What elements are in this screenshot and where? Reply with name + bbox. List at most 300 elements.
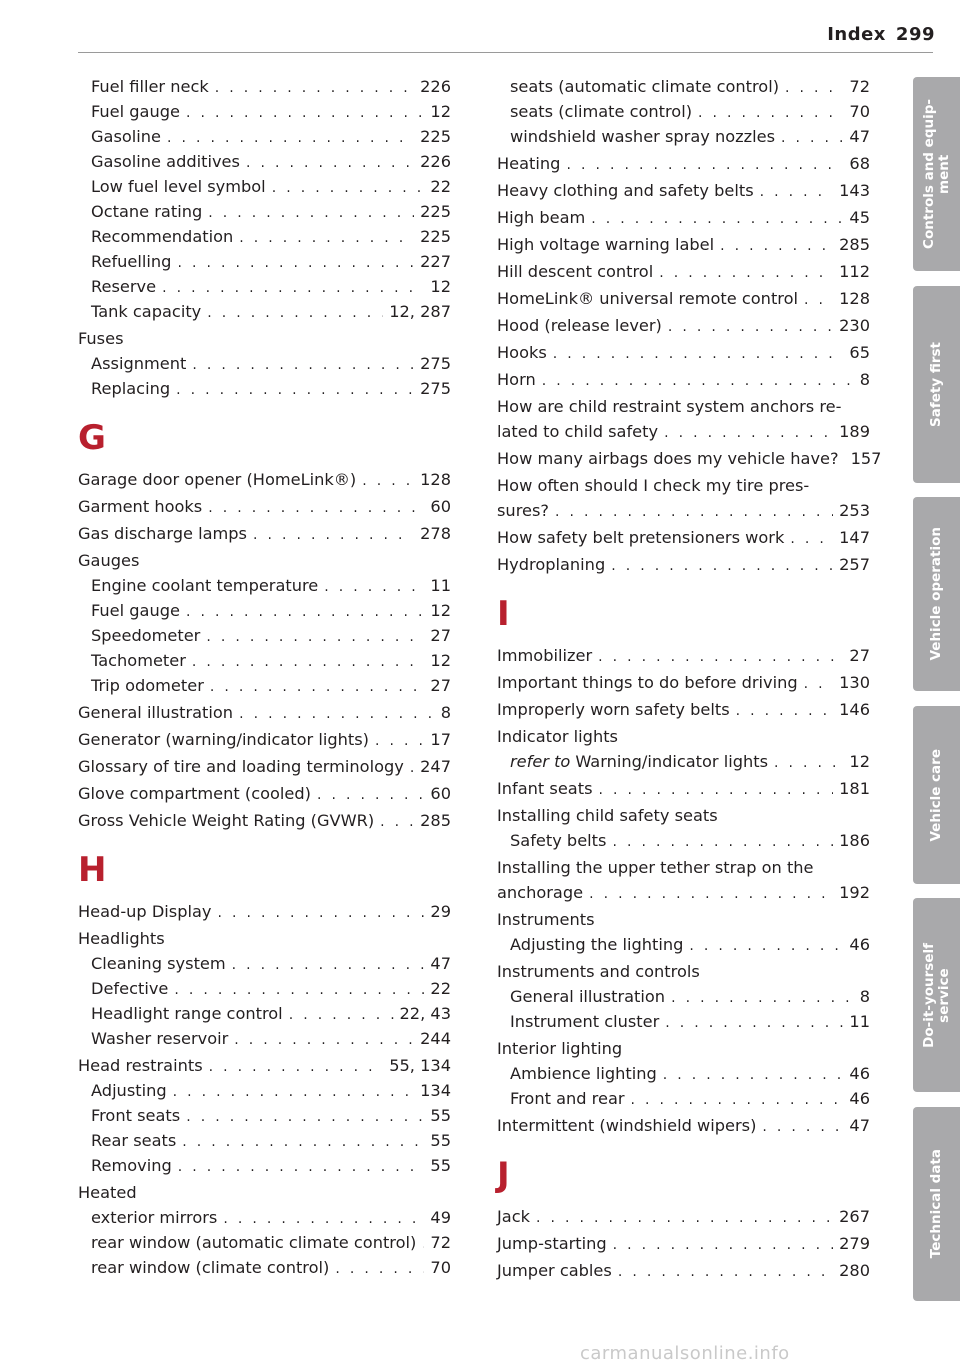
index-term: Fuel gauge [91,601,180,620]
dot-leader [178,1155,425,1180]
index-page-number: 55, 134 [389,1056,451,1075]
index-heading [497,724,870,749]
index-heading-text: Installing child safety seats [497,806,718,825]
index-term: Head-up Display [78,902,212,921]
index-entry-text [91,573,318,598]
index-page-number: 47 [849,127,870,146]
index-term: Assignment [91,354,187,373]
index-heading [78,326,451,351]
index-entry [497,1061,870,1086]
index-entry [78,274,451,299]
index-entry [497,232,870,257]
index-term: Infant seats [497,779,593,798]
dot-leader [192,353,414,378]
index-term: rear window (automatic climate control) [91,1233,417,1252]
index-page-number: 244 [420,1029,451,1048]
dot-leader [422,1232,424,1257]
index-entry [497,643,870,668]
index-page-number: 226 [420,152,451,171]
index-entry [497,74,870,99]
index-page-number: 29 [430,902,451,921]
index-entry-text [91,149,240,174]
index-term: Replacing [91,379,171,398]
index-page-number: 27 [430,676,451,695]
index-term: Hydroplaning [497,555,606,574]
index-entry-text [91,976,168,1001]
index-heading-text: Instruments and controls [497,962,700,981]
index-page-number: 130 [839,673,870,692]
index-entry [78,951,451,976]
index-term: exterior mirrors [91,1208,218,1227]
index-heading [78,926,451,951]
index-term: Engine coolant temperature [91,576,319,595]
index-entry-text [91,299,201,324]
index-entry [78,224,451,249]
index-entry [497,525,870,550]
index-entry [78,754,451,779]
index-entry [497,367,870,392]
index-entry-text [497,205,585,230]
index-term: Improperly worn safety belts [497,700,730,719]
index-entry [78,1103,451,1128]
index-entry-text [91,951,226,976]
dot-leader [536,1206,833,1231]
page-number: 299 [895,24,935,45]
index-entry [497,259,870,284]
index-entry [78,648,451,673]
index-heading [78,548,451,573]
index-entry-text [91,623,200,648]
index-page-number: 267 [839,1207,870,1226]
index-entry [78,149,451,174]
dot-leader [760,180,833,205]
index-term: Speedometer [91,626,201,645]
dot-leader [611,554,833,579]
chapter-tab-label: Vehicle care [928,748,944,842]
index-page-number: 12 [430,601,451,620]
index-entry [78,1153,451,1178]
dot-leader [613,1233,833,1258]
index-page-number: 45 [849,208,870,227]
index-entry-text [91,1205,217,1230]
index-page-number: 22, 43 [399,1004,451,1023]
dot-leader [215,76,414,101]
index-term: seats (automatic climate control) [510,77,780,96]
dot-leader [380,810,414,835]
index-page-number: 128 [839,289,870,308]
index-page-number: 60 [430,784,451,803]
index-entry-text [497,446,839,471]
index-column-left [78,74,451,1280]
index-term: How safety belt pretensioners work [497,528,785,547]
index-entry-text [91,1153,172,1178]
index-term: Octane rating [91,202,203,221]
index-term: Adjusting [91,1081,167,1100]
index-entry-text [497,1258,612,1283]
index-term: Hooks [497,343,547,362]
chapter-tab[interactable] [913,1107,960,1301]
index-entry-text [78,899,212,924]
dot-leader [167,126,414,151]
index-page-number: 280 [839,1261,870,1280]
index-term: Glossary of tire and loading terminology [78,757,404,776]
index-term: anchorage [497,883,584,902]
dot-leader [246,151,414,176]
header-rule [78,52,933,53]
index-page-number: 278 [420,524,451,543]
index-term: rear window (climate control) [91,1258,330,1277]
index-entry-text [497,1231,607,1256]
index-heading-text: Fuses [78,329,124,348]
index-entry-text [78,700,233,725]
index-entry-text [91,1128,176,1153]
index-entry-text [91,598,180,623]
index-entry [78,99,451,124]
dot-leader [698,101,843,126]
index-entry [78,727,451,752]
index-term: Recommendation [91,227,234,246]
dot-leader [631,1088,844,1113]
dot-leader [289,1003,394,1028]
index-term: Refuelling [91,252,172,271]
dot-leader [209,1055,384,1080]
index-page-number: 11 [430,576,451,595]
index-page-number: 8 [859,987,870,1006]
dot-leader [208,201,414,226]
index-entry [497,828,870,853]
dot-leader [542,369,854,394]
index-page-number: 181 [839,779,870,798]
index-term: seats (climate control) [510,102,693,121]
index-page-number: 285 [420,811,451,830]
index-entry [497,776,870,801]
index-page-number: 27 [849,646,870,665]
index-entry-text [497,367,536,392]
index-page-number: 143 [839,181,870,200]
index-page-number: 12 [849,752,870,771]
dot-leader [176,378,414,403]
index-page-number: 225 [420,202,451,221]
index-entry [497,498,870,523]
index-entry [78,1230,451,1255]
index-page-number: 157 [850,449,882,468]
index-page-number: 225 [420,127,451,146]
index-page-number: 12 [430,102,451,121]
index-entry [497,1113,870,1138]
index-entry [497,552,870,577]
index-term: Head restraints [78,1056,203,1075]
index-entry [497,749,870,774]
index-entry [78,623,451,648]
index-entry [78,467,451,492]
index-entry-text [497,498,549,523]
index-entry-text [91,274,156,299]
index-term: Front and rear [510,1089,625,1108]
index-term: Tachometer [91,651,186,670]
index-term: Glove compartment (cooled) [78,784,311,803]
index-entry-text [91,99,180,124]
index-page-number: 70 [849,102,870,121]
index-entry [497,697,870,722]
chapter-tab-label: Safety first [928,342,944,427]
dot-leader [689,934,843,959]
index-heading-text: Instruments [497,910,595,929]
index-term: High beam [497,208,586,227]
index-entry [497,1086,870,1111]
index-entry-text [497,1204,530,1229]
dot-leader [612,830,833,855]
chapter-tab[interactable] [913,706,960,884]
index-entry-text [91,124,161,149]
index-entry-text [510,932,683,957]
chapter-tab[interactable] [913,497,960,691]
section-letter: J [497,1155,510,1195]
index-entry [78,673,451,698]
index-term: Hill descent control [497,262,654,281]
index-page-number: 72 [849,77,870,96]
index-page-number: 189 [839,422,870,441]
index-term: Trip odometer [91,676,204,695]
index-entry-text [497,776,593,801]
index-term: Ambience lighting [510,1064,657,1083]
index-entry-text [91,648,186,673]
index-entry-text [91,174,266,199]
index-entry [497,670,870,695]
index-page-number: 257 [839,555,870,574]
index-page-number: 230 [839,316,870,335]
index-entry [78,1078,451,1103]
dot-leader [553,342,844,367]
index-term: Rear seats [91,1131,177,1150]
index-term: Adjusting the lighting [510,935,684,954]
index-term: Low fuel level symbol [91,177,266,196]
dot-leader [335,1257,424,1282]
dot-leader [671,986,854,1011]
index-entry-text [91,673,204,698]
section-letter: G [78,418,106,458]
index-entry [78,808,451,833]
dot-leader [804,288,833,313]
index-page-number: 225 [420,227,451,246]
dot-leader [186,1105,424,1130]
dot-leader [781,126,843,151]
index-page-number: 12 [430,277,451,296]
index-entry-text [497,340,547,365]
index-entry [497,932,870,957]
dot-leader [566,153,843,178]
index-page-number: 65 [849,343,870,362]
index-entry-text [78,1053,203,1078]
index-entry-text [78,781,311,806]
index-entry [78,124,451,149]
index-entry [497,151,870,176]
index-term: Fuel gauge [91,102,180,121]
index-entry [78,299,451,324]
index-term: General illustration [78,703,234,722]
index-entry-text [497,670,798,695]
index-entry-text [497,697,730,722]
index-entry-text [510,99,692,124]
index-page-number: 70 [430,1258,451,1277]
index-entry-text [497,259,653,284]
dot-leader [186,600,424,625]
index-page-number: 192 [839,883,870,902]
dot-leader [206,625,424,650]
dot-leader [253,523,414,548]
index-entry-text [497,419,658,444]
index-entry-text [78,521,247,546]
index-heading [497,394,870,419]
index-entry [497,124,870,149]
index-entry-text [510,74,779,99]
index-entry-text [510,1086,625,1111]
index-term: General illustration [510,987,666,1006]
index-entry-text [78,754,404,779]
index-page-number: 11 [849,1012,870,1031]
index-heading-text: Interior lighting [497,1039,623,1058]
index-term: Gas discharge lamps [78,524,247,543]
index-page-number: 12 [430,651,451,670]
index-column-right [497,74,882,1283]
dot-leader [375,729,424,754]
index-entry [497,205,870,230]
index-term: Jack [497,1207,530,1226]
index-entry [78,598,451,623]
index-term: High voltage warning label [497,235,715,254]
section-letter: H [78,850,107,890]
index-page-number: 60 [430,497,451,516]
index-entry [497,340,870,365]
index-page-number: 68 [849,154,870,173]
index-heading [497,1036,870,1061]
index-term: Instrument cluster [510,1012,660,1031]
index-page-number: 49 [430,1208,451,1227]
dot-leader [618,1260,833,1285]
index-heading-text: How are child restraint system anchors re- [497,397,842,416]
index-heading [497,803,870,828]
index-entry-text [497,286,798,311]
dot-leader [736,699,833,724]
index-entry-text [91,74,209,99]
index-entry-text [497,313,662,338]
index-page-number: 247 [420,757,451,776]
header-title: Index [827,24,886,45]
index-heading [497,855,870,880]
index-entry-text [91,1103,180,1128]
index-entry [497,286,870,311]
index-term: lated to child safety [497,422,659,441]
dot-leader [173,1080,414,1105]
index-term: Heavy clothing and safety belts [497,181,754,200]
index-term: Heating [497,154,561,173]
index-term: Garment hooks [78,497,203,516]
chapter-tab[interactable] [913,898,960,1092]
dot-leader [207,301,383,326]
dot-leader [239,226,414,251]
dot-leader [663,1063,844,1088]
index-page-number: 55 [430,1131,451,1150]
index-entry [78,74,451,99]
index-page-number: 146 [839,700,870,719]
index-entry-text [510,124,775,149]
index-entry-text [497,232,714,257]
index-entry-text [91,199,202,224]
index-entry-text [510,1061,657,1086]
index-entry [78,700,451,725]
index-entry [78,1026,451,1051]
index-page-number: 22 [430,979,451,998]
chapter-tab[interactable] [913,286,960,483]
index-entry [78,199,451,224]
index-page-number: 47 [849,1116,870,1135]
dot-leader [174,978,424,1003]
index-entry-text [497,552,605,577]
index-entry [497,446,882,471]
index-entry [78,573,451,598]
index-term: Hood (release lever) [497,316,662,335]
index-term: sures? [497,501,549,520]
index-entry-text [78,727,369,752]
dot-leader [272,176,425,201]
dot-leader [317,783,424,808]
index-page-number: 8 [440,703,451,722]
index-term: Jump-starting [497,1234,607,1253]
dot-leader [555,500,833,525]
index-page-number: 147 [839,528,870,547]
dot-leader [665,1011,843,1036]
dot-leader [208,496,424,521]
index-entry-text [497,525,784,550]
index-page-number: 46 [849,1064,870,1083]
index-entry-text [91,1026,228,1051]
index-entry-text [91,1255,329,1280]
index-entry-text [497,880,583,905]
dot-leader [218,901,425,926]
index-entry-text [91,224,233,249]
index-entry-text [497,1113,756,1138]
dot-leader [232,953,425,978]
index-entry [78,1205,451,1230]
index-entry-text [91,351,186,376]
index-page-number: 22 [430,177,451,196]
index-term: Reserve [91,277,157,296]
index-heading-text: Indicator lights [497,727,618,746]
index-entry-text [497,178,754,203]
index-page-number: 253 [839,501,870,520]
index-entry [78,781,451,806]
index-page-number: 227 [420,252,451,271]
index-entry [78,249,451,274]
index-term: How many airbags does my vehicle have? [497,449,839,468]
index-term: Important things to do before driving [497,673,798,692]
index-term: Safety belts [510,831,607,850]
index-entry-text [510,984,665,1009]
section-letter: I [497,594,510,634]
index-entry [497,178,870,203]
index-heading-text: Headlights [78,929,165,948]
dot-leader [659,261,833,286]
chapter-tab[interactable] [913,77,960,271]
index-heading-text: How often should I check my tire pres- [497,476,810,495]
index-term: Tank capacity [91,302,202,321]
index-entry-text [78,808,374,833]
index-page-number: 12, 287 [389,302,451,321]
index-entry [78,976,451,1001]
index-entry [78,351,451,376]
index-term: Generator (warning/indicator lights) [78,730,369,749]
page-header [827,24,935,45]
chapter-tab-label: Controls and equip- ment [920,99,952,249]
